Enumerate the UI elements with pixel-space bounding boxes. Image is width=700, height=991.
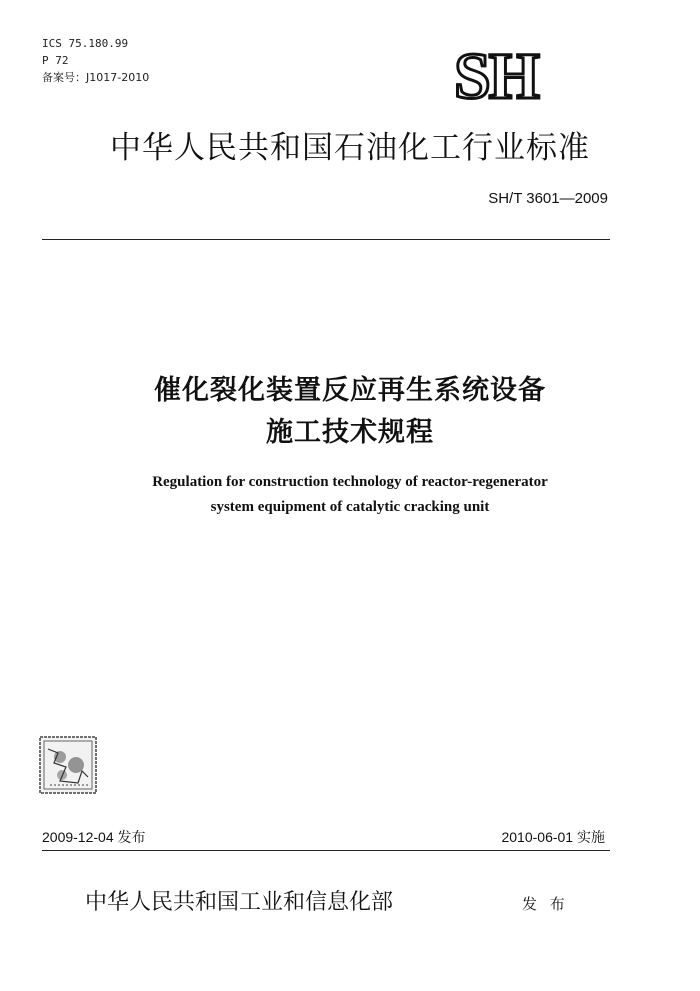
- stamp-image: [38, 735, 98, 795]
- implementation-date: 2010-06-01 实施: [501, 829, 605, 845]
- ics-code: ICS 75.180.99: [42, 37, 129, 50]
- ccs-code: P 72: [42, 54, 69, 67]
- chinese-title-line1: 催化裂化装置反应再生系统设备: [154, 375, 546, 406]
- header-divider: [42, 239, 610, 240]
- issue-date: 2009-12-04 发布: [42, 829, 146, 845]
- sh-logo: [430, 40, 562, 110]
- english-title-line1: Regulation for construction technology of reactor-regenerator: [152, 474, 548, 490]
- footer-divider: [42, 850, 610, 851]
- english-title-line2: system equipment of catalytic cracking unit: [210, 499, 490, 515]
- publisher-name: 中华人民共和国工业和信息化部: [85, 890, 394, 915]
- sh-logo-text: SH: [453, 40, 539, 110]
- record-number: 备案号：J1017-2010: [42, 71, 150, 84]
- publish-label: 发 布: [522, 895, 569, 913]
- org-title: 中华人民共和国石油化工行业标准: [110, 130, 590, 166]
- chinese-title-line2: 施工技术规程: [266, 417, 434, 448]
- standard-number: SH/T 3601—2009: [488, 190, 608, 207]
